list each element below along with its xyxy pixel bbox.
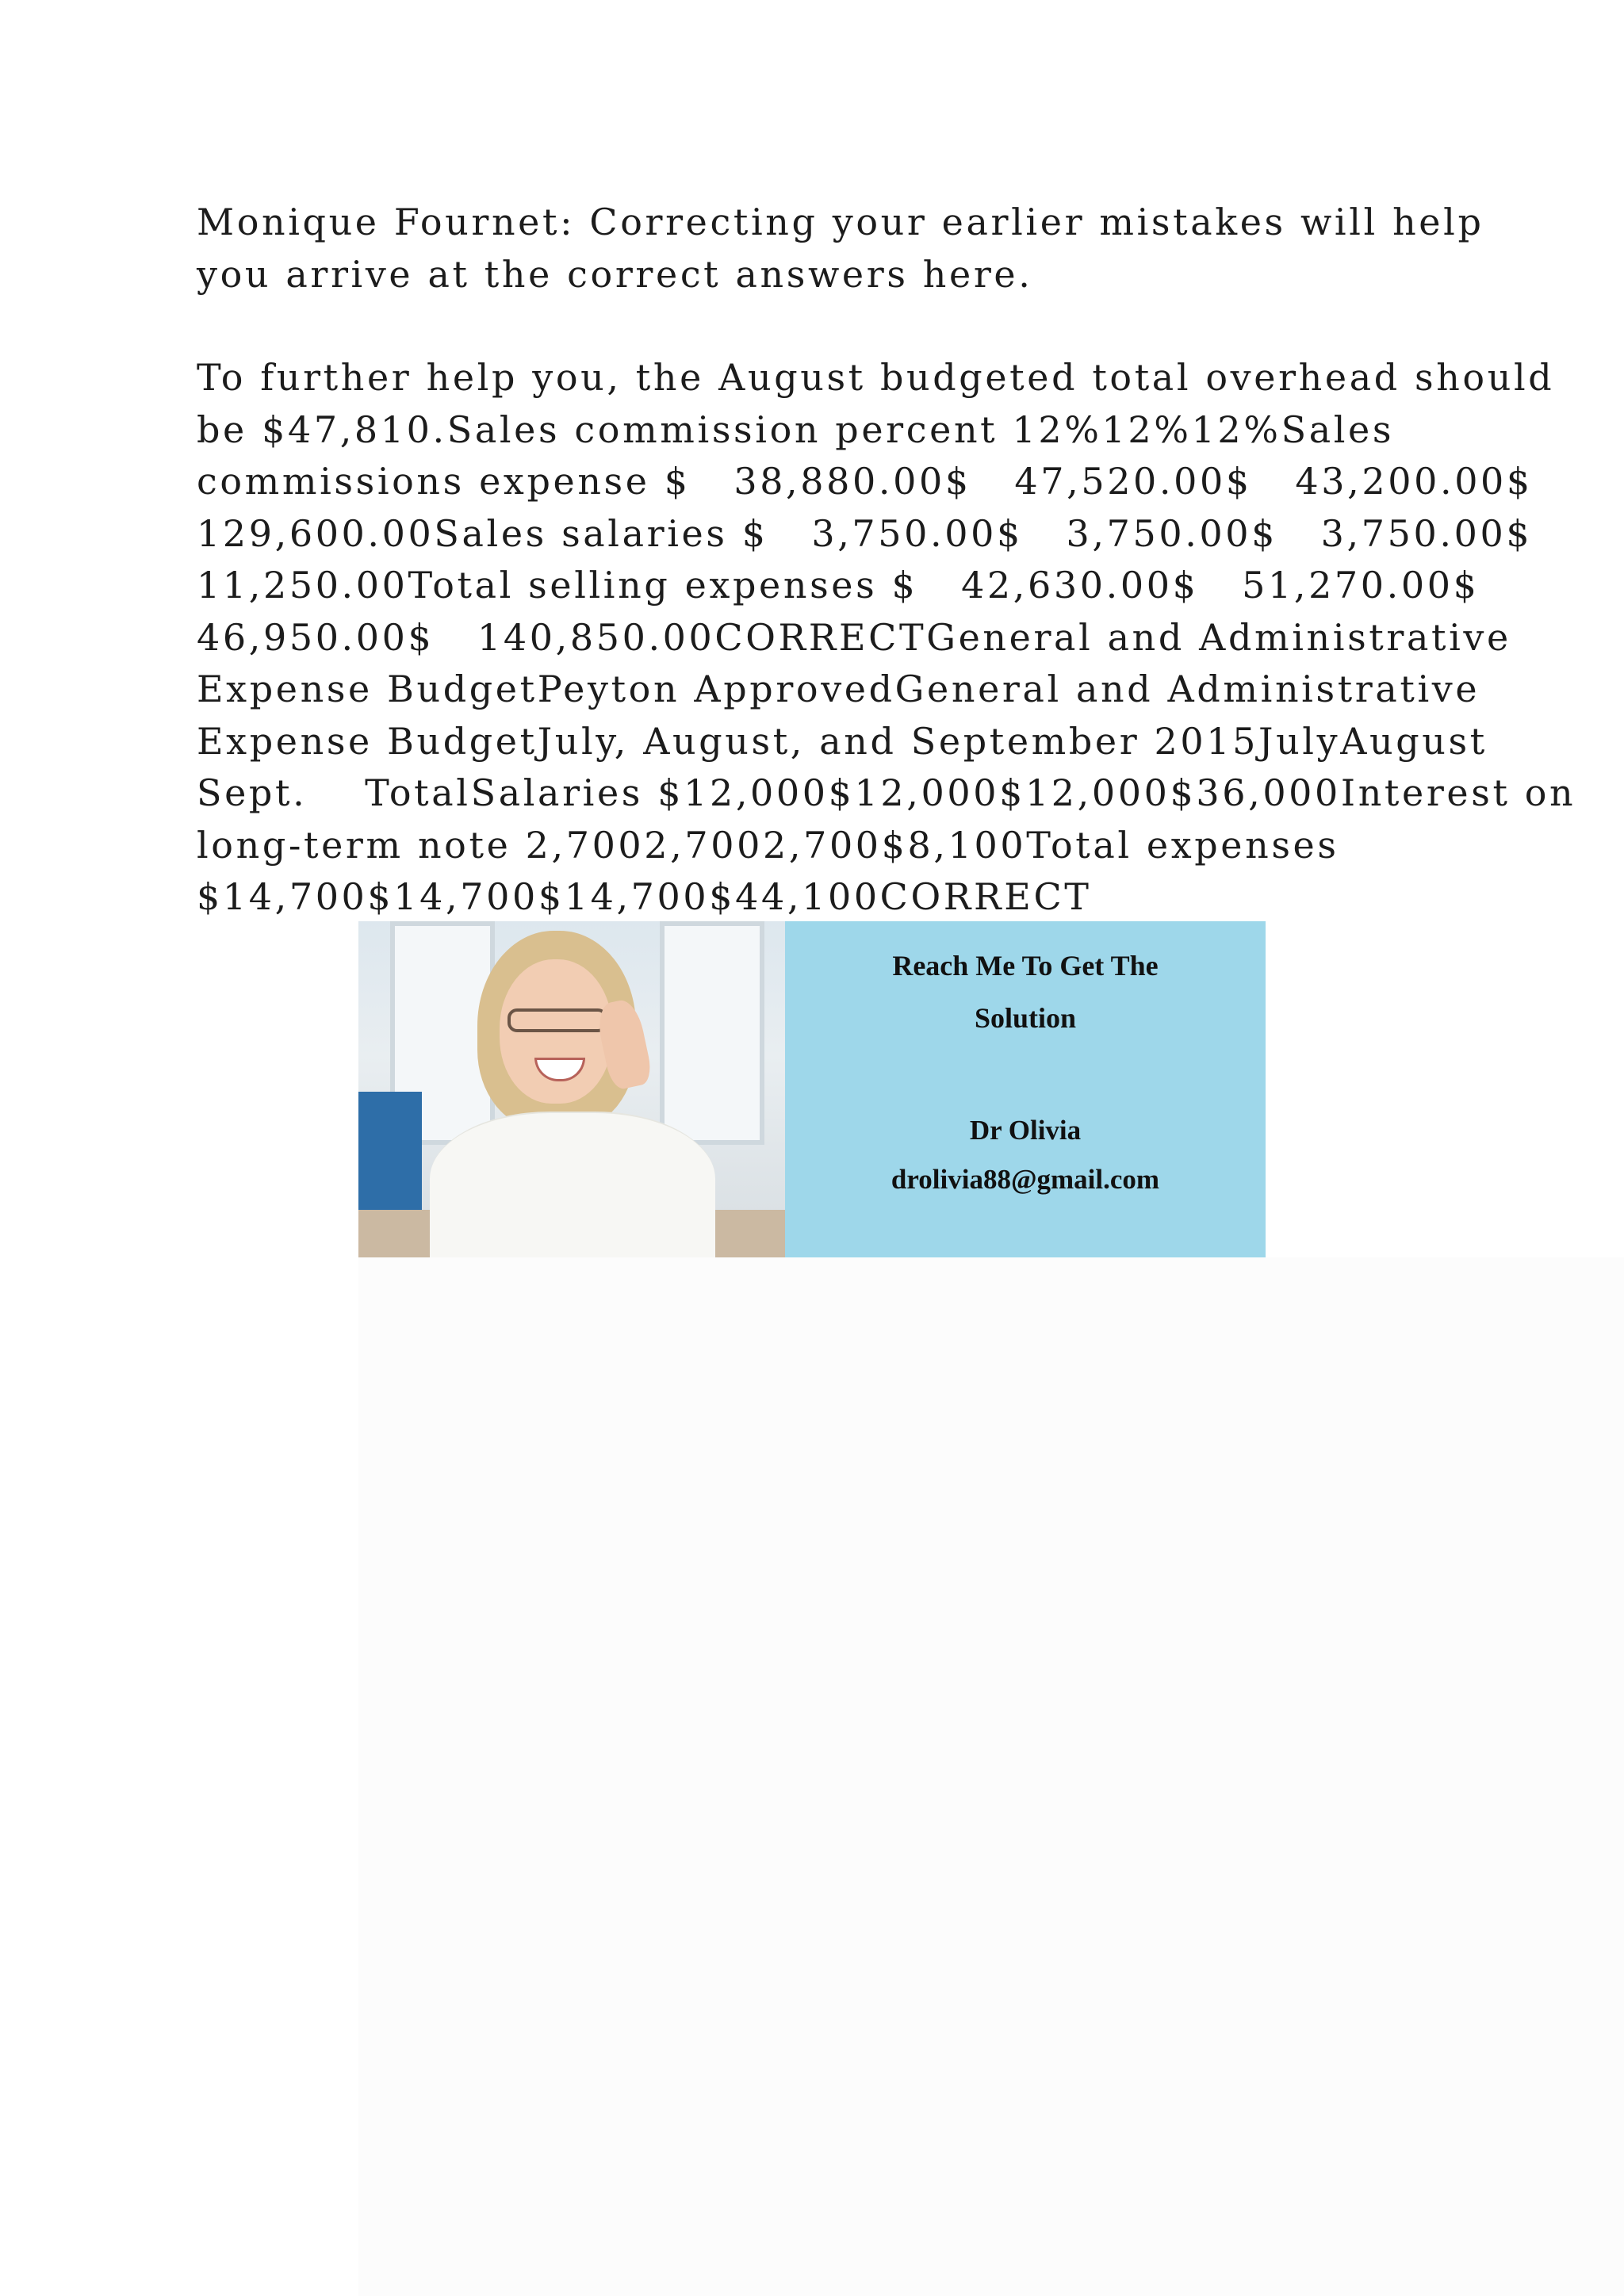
body-paragraph <box>197 352 1576 924</box>
ad-email-link[interactable]: drolivia88@gmail.com <box>891 1164 1160 1195</box>
text-line: 46,950.00$ 140,850.00CORRECTGeneral and Administrative <box>197 615 1511 659</box>
background-panel <box>358 1092 422 1211</box>
intro-paragraph <box>197 197 1484 300</box>
text-line: you arrive at the correct answers here. <box>197 252 1033 296</box>
text-line: commissions expense $ 38,880.00$ 47,520.00$ 43,200.00$ <box>197 460 1533 503</box>
shirt <box>430 1112 715 1257</box>
text-line: 129,600.00Sales salaries $ 3,750.00$ 3,750.00$ 3,750.00$ <box>197 511 1533 555</box>
ad-banner <box>358 921 1266 1257</box>
ad-contact-panel <box>785 921 1266 1257</box>
text-line: 11,250.00Total selling expenses $ 42,630.00$ 51,270.00$ <box>197 564 1480 607</box>
text-line: Expense BudgetPeyton ApprovedGeneral and Administrative <box>197 668 1480 710</box>
text-line: Monique Fournet: Correcting your earlier mistakes will help <box>197 201 1484 243</box>
text-line: be $47,810.Sales commission percent 12%12%12%Sales <box>197 408 1395 451</box>
scan-background <box>358 1257 1624 2296</box>
text-line: $14,700$14,700$14,700$44,100CORRECT <box>197 875 1092 918</box>
ad-title: Solution <box>974 1002 1077 1034</box>
glasses-icon <box>508 1008 607 1032</box>
ad-author-name: Dr Olivia <box>969 1115 1082 1146</box>
text-line: Sept. TotalSalaries $12,000$12,000$12,000$36,000Interest on <box>197 771 1576 814</box>
text-line: To further help you, the August budgeted total overhead should <box>197 356 1555 399</box>
ad-title: Reach Me To Get The <box>892 950 1159 982</box>
window-frame <box>660 921 764 1145</box>
text-line: Expense BudgetJuly, August, and September 2015JulyAugust <box>197 719 1488 763</box>
text-line: long-term note 2,7002,7002,700$8,100Total expenses <box>197 823 1339 867</box>
woman-photo <box>358 921 785 1257</box>
